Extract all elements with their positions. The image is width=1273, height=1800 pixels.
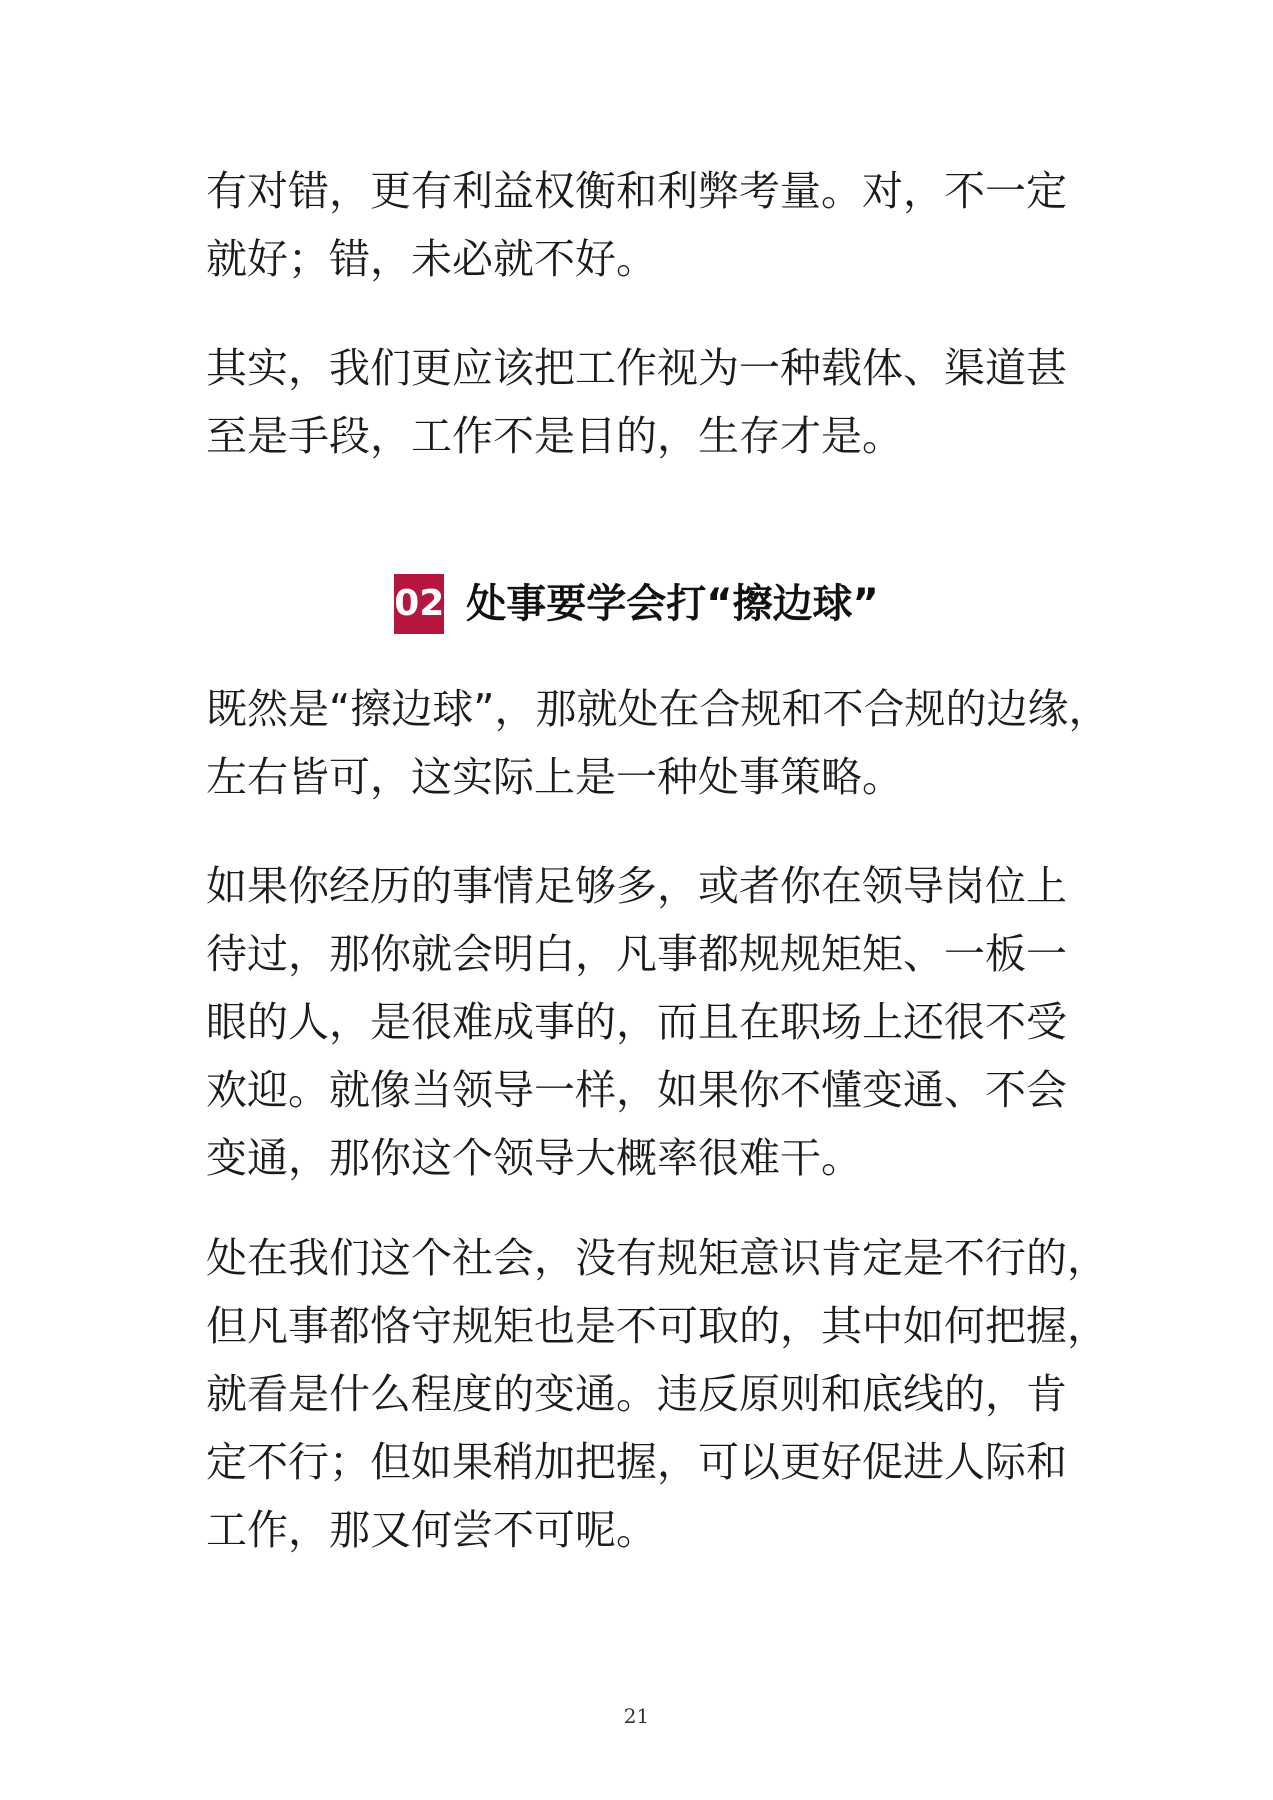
text-line: 定不行；但如果稍加把握，可以更好促进人际和 [206, 1438, 1067, 1486]
text-line: 左右皆可，这实际上是一种处事策略。 [206, 753, 903, 801]
text-line: 欢迎。就像当领导一样，如果你不懂变通、不会 [206, 1066, 1067, 1114]
text-line: 但凡事都恪守规矩也是不可取的，其中如何把握， [206, 1302, 1108, 1350]
paragraph [206, 852, 1206, 1192]
text-line: 就好；错，未必就不好。 [206, 235, 657, 283]
text-line: 如果你经历的事情足够多，或者你在领导岗位上 [206, 862, 1067, 910]
text-line: 有对错，更有利益权衡和利弊考量。对，不一定 [206, 167, 1067, 215]
text-line: 就看是什么程度的变通。违反原则和底线的，肯 [206, 1370, 1067, 1418]
text-line: 工作，那又何尝不可呢。 [206, 1506, 657, 1554]
paragraph [206, 675, 1206, 811]
text-line: 其实，我们更应该把工作视为一种载体、渠道甚 [206, 344, 1067, 392]
section-heading [0, 574, 1273, 634]
section-title: 处事要学会打“擦边球” [466, 581, 879, 627]
text-line: 至是手段，工作不是目的，生存才是。 [206, 412, 903, 460]
section-number-badge: 02 [394, 574, 444, 634]
text-line: 处在我们这个社会，没有规矩意识肯定是不行的， [206, 1234, 1108, 1282]
text-line: 待过，那你就会明白，凡事都规规矩矩、一板一 [206, 930, 1067, 978]
text-line: 变通，那你这个领导大概率很难干。 [206, 1134, 862, 1182]
text-line: 眼的人，是很难成事的，而且在职场上还很不受 [206, 998, 1067, 1046]
text-line: 既然是“擦边球”，那就处在合规和不合规的边缘， [206, 685, 1110, 733]
paragraph [206, 157, 1206, 293]
paragraph [206, 1224, 1206, 1564]
page-number: 21 [623, 1704, 650, 1728]
paragraph [206, 334, 1206, 470]
